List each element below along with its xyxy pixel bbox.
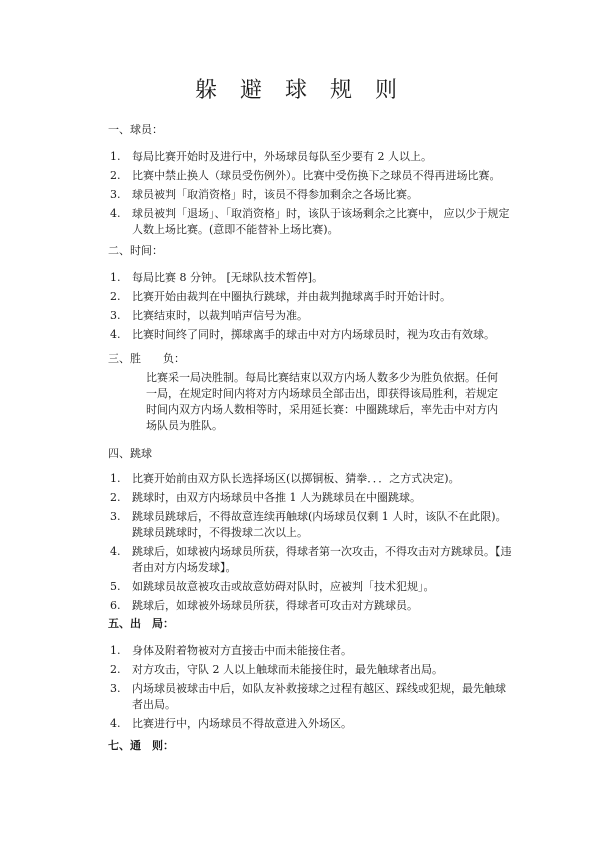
list-item: 4. 比赛时间终了同时，掷球离手的球击中对方内场球员时，视为攻击有效球。	[110, 327, 495, 341]
list-item: 3. 比赛结束时，以裁判哨声信号为准。	[110, 308, 308, 322]
list-item: 5. 如跳球员故意被攻击或故意妨碍对队时，应被判「技术犯规」。	[110, 579, 435, 593]
list-item: 2. 跳球时，由双方内场球员中各推 1 人为跳球员在中圈跳球。	[110, 490, 421, 504]
list-item: 2. 比赛开始由裁判在中圈执行跳球，并由裁判抛球离手时开始计时。	[110, 289, 451, 303]
section-list-time	[108, 270, 512, 346]
section-heading-result: 三、胜 负：	[108, 352, 185, 365]
section-heading-general: 七、通 则：	[108, 739, 174, 752]
list-item: 2. 比赛中禁止换人（球员受伤例外）。比赛中受伤换下之球员不得再进场比赛。	[110, 168, 501, 182]
list-item: 4. 跳球后，如球被内场球员所获，得球者第一次攻击，不得攻击对方跳球员。【违者由对方内场发球】。	[110, 544, 512, 574]
section-heading-out: 五、出 局：	[108, 617, 174, 630]
section-paragraph-result: 比赛采一局决胜制。每局比赛结束以双方内场人数多少为胜负依据。任何一局，在规定时间内将对方内场球员全部击出，即获得该局胜利，若规定时间内双方内场人数相等时，采用延长赛：中圈跳球后，率先击中对方内场队员为胜队。	[146, 371, 498, 432]
list-item: 2. 对方攻击，守队 2 人以上触球而未能接住时，最先触球者出局。	[110, 662, 443, 676]
document-title: 躲 避 球 规 则	[195, 78, 405, 103]
section-heading-players: 一、球员：	[108, 123, 163, 136]
section-heading-jump-ball: 四、跳球	[108, 447, 152, 460]
list-item: 3. 跳球员跳球后，不得故意连续再触球(内场球员仅剩 1 人时，该队不在此限)。跳球员跳球时，不得拨球二次以上。	[110, 509, 507, 539]
list-item: 3. 内场球员被球击中后，如队友补救接球之过程有越区、踩线或犯规，最先触球者出局。	[110, 681, 506, 711]
list-item: 6. 跳球后，如球被外场球员所获，得球者可攻击对方跳球员。	[110, 598, 418, 612]
section-list-out	[108, 643, 512, 735]
list-item: 1. 每局比赛开始时及进行中，外场球员每队至少要有 2 人以上。	[110, 150, 432, 163]
list-item: 4. 比赛进行中，内场球员不得故意进入外场区。	[110, 716, 352, 730]
list-item: 1. 每局比赛 8 分钟。 [无球队技术暂停]。	[110, 271, 324, 284]
list-item: 3. 球员被判「取消资格」时，该员不得参加剩余之各场比赛。	[110, 187, 418, 201]
section-list-jump-ball	[108, 471, 512, 617]
list-item: 1. 身体及附着物被对方直接击中而未能接住者。	[110, 644, 352, 657]
list-item: 1. 比赛开始前由双方队长选择场区(以掷铜板、猜拳．．．之方式决定)。	[110, 472, 460, 485]
section-list-players	[108, 149, 512, 241]
section-heading-time: 二、时间：	[108, 244, 163, 257]
list-item: 4. 球员被判「退场」、「取消资格」时，该队于该场剩余之比赛中， 应以少于规定人数上场比赛。(意即不能替补上场比赛)。	[110, 206, 510, 236]
